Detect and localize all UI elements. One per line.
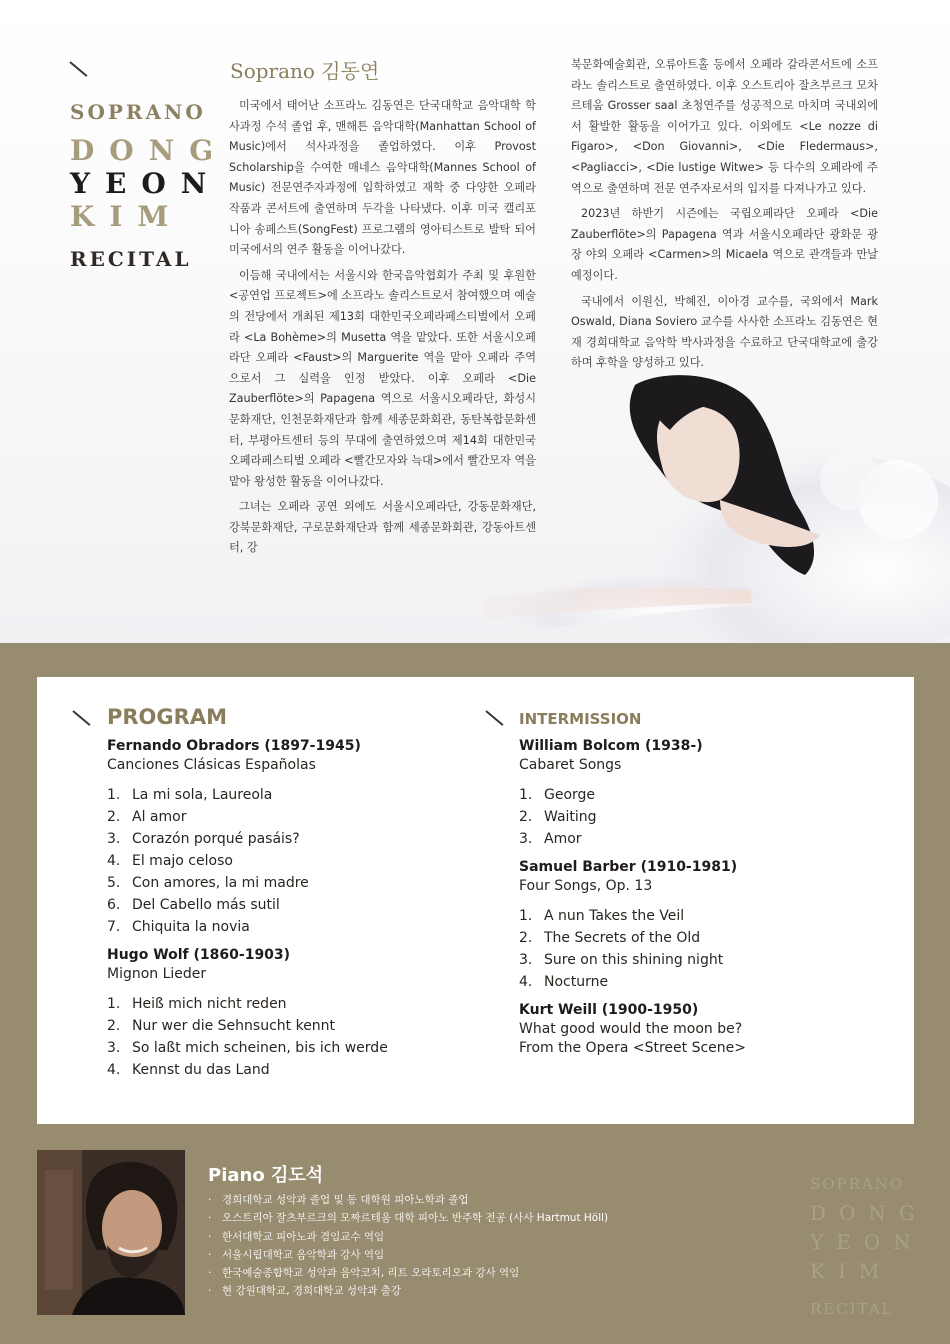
piano-bio-item: · 오스트리아 잘츠부르크의 모짜르테움 대학 피아노 반주학 전공 (사사 Hartmut Höll) <box>208 1209 608 1227</box>
work-title: What good would the moon be? <box>519 1021 743 1037</box>
composer-name: Fernando Obradors (1897-1945) <box>107 738 361 754</box>
song-item: 4. Kennst du das Land <box>107 1062 270 1078</box>
bio-paragraph: 2023년 하반기 시즌에는 국립오페라단 오페라 <Die Zauberflöte>의 Papagena 역과 서울시오페라단 광화문 광장 야외 오페라 <Carmen>의 Micaela 역으로 관객들과 만날 예정이다. <box>571 207 878 282</box>
program-column-left <box>107 737 467 1089</box>
title-dong: DONG <box>70 134 229 167</box>
pianist-photo <box>37 1150 185 1315</box>
piano-bio-list <box>208 1191 608 1301</box>
song-list <box>107 993 467 1081</box>
song-item: 7. Chiquita la novia <box>107 919 250 935</box>
song-list <box>519 784 889 850</box>
song-item: 2. Al amor <box>107 809 187 825</box>
slash-decoration <box>485 710 503 726</box>
slash-decoration <box>72 710 90 726</box>
bottom-section <box>0 643 950 1344</box>
song-item: 2. Nur wer die Sehnsucht kennt <box>107 1018 336 1034</box>
piano-bio-item: · 서울시립대학교 음악학과 강사 역임 <box>208 1246 608 1264</box>
composer-group <box>107 737 467 938</box>
song-item: 5. Con amores, la mi madre <box>107 875 309 891</box>
composer-name: Samuel Barber (1910-1981) <box>519 859 738 875</box>
song-item: 1. La mi sola, Laureola <box>107 787 273 803</box>
piano-bio-item: · 한서대학교 피아노과 겸임교수 역임 <box>208 1228 608 1246</box>
bio-heading: Soprano 김동연 <box>230 59 380 83</box>
song-item: 3. Sure on this shining night <box>519 952 724 968</box>
song-item: 2. The Secrets of the Old <box>519 930 701 946</box>
intermission-title: INTERMISSION <box>519 710 642 728</box>
work-title: Cabaret Songs <box>519 757 622 773</box>
soprano-portrait <box>420 360 950 643</box>
watermark-title <box>810 1175 928 1318</box>
composer-name: Kurt Weill (1900-1950) <box>519 1002 699 1018</box>
song-item: 1. Heiß mich nicht reden <box>107 996 287 1012</box>
work-source: From the Opera <Street Scene> <box>519 1040 747 1056</box>
program-title: PROGRAM <box>107 705 227 729</box>
watermark-recital: RECITAL <box>810 1300 894 1318</box>
watermark-kim: KIM <box>810 1259 893 1283</box>
song-item: 1. George <box>519 787 596 803</box>
watermark-yeon: YEON <box>810 1230 924 1254</box>
watermark-dong: DONG <box>810 1201 928 1225</box>
piano-heading: Piano 김도석 <box>208 1165 324 1186</box>
song-item: 3. Amor <box>519 831 582 847</box>
top-section <box>0 0 950 643</box>
song-item: 2. Waiting <box>519 809 597 825</box>
composer-group <box>107 946 467 1081</box>
title-recital: RECITAL <box>70 247 192 271</box>
title-kim: KIM <box>70 200 184 233</box>
work-title: Four Songs, Op. 13 <box>519 878 653 894</box>
title-block <box>70 100 229 271</box>
song-list <box>107 784 467 938</box>
piano-bio-item: · 현 강원대학교, 경희대학교 성악과 출강 <box>208 1282 608 1300</box>
bio-paragraph: 국내에서 이원신, 박혜진, 이아경 교수를, 국외에서 Mark Oswald, Diana Soviero 교수를 사사한 소프라노 김동연은 현재 경희대학교 음악학 박사과정을 수료하고 단국대학교에 출강하며 후학을 양성하고 있다. <box>571 294 878 370</box>
song-item: 4. El majo celoso <box>107 853 233 869</box>
song-list <box>519 905 889 993</box>
bio-paragraph: 미국에서 태어난 소프라노 김동연은 단국대학교 음악대학 학사과정 수석 졸업 후, 맨해튼 음악대학(Manhattan School of Music)에서 석사과정을 졸업하였다. 이후 Provost Scholarship을 수여한 매네스 음악대학(Mannes School of Music) 전문연주자과정에 입학하였고 재학 중 다양한 오페라 작품과 콘서트에 출연하며 두각을 나타냈다. 이후 미국 캘리포니아 송페스트(SongFest) 프로그램의 영아티스트로 발탁 되어 미국에서의 연주 활동을 이어나갔다. <box>229 99 536 257</box>
title-soprano: SOPRANO <box>70 100 206 124</box>
slash-decoration <box>69 61 87 77</box>
program-card <box>37 677 914 1124</box>
bio-paragraph: 그녀는 오페라 공연 외에도 서울시오페라단, 강동문화재단, 강북문화재단, 구로문화재단과 함께 세종문화회관, 강동아트센터, 강 <box>229 500 536 555</box>
work-title: Mignon Lieder <box>107 966 207 982</box>
bio-paragraph: 북문화예술회관, 오류아트홀 등에서 오페라 갈라콘서트에 소프라노 솔리스트로 출연하였다. 이후 오스트리아 잘츠부르크 모차르테움 Grosser saal 초청연주를 성공적으로 마치며 국내외에서 활발한 활동을 이어가고 있다. 이외에도 <Le nozze di Figaro>, <Don Giovanni>, <Die Fledermaus>, <Pagliacci>, <Die lustige Witwe> 등 다수의 오페라에 주역으로 출연하며 전문 연주자로서의 입지를 다져나가고 있다. <box>571 58 878 195</box>
composer-group <box>519 1001 889 1058</box>
program-column-right <box>519 737 889 1067</box>
watermark-soprano: SOPRANO <box>810 1175 905 1193</box>
bio-paragraph: 이듬해 국내에서는 서울시와 한국음악협회가 주최 및 후원한 <공연업 프로젝트>에 소프라노 솔리스트로서 참여했으며 예술의 전당에서 개최된 제13회 대한민국오페라페스티벌에서 오페라 <La Bohème>의 Musetta 역을 맡았다. 또한 서울시오페라단 오페라 <Faust>의 Marguerite 역을 맡아 오페라 주역으로서 그 실력을 인정 받았다. 이후 오페라 <Die Zauberflöte>의 Papagena 역으로 서울시오페라단, 화성시문화재단, 인천문화재단과 함께 세종문화회관, 동탄복합문화센터, 부평아트센터 등의 무대에 출연하였으며 제14회 대한민국오페라페스티벌 오페라 <빨간모자와 늑대>에서 빨간모자 역을 맡아 왕성한 활동을 이어나갔다. <box>229 268 536 488</box>
composer-group <box>519 858 889 993</box>
song-item: 4. Nocturne <box>519 974 609 990</box>
song-item: 1. A nun Takes the Veil <box>519 908 685 924</box>
song-item: 3. Corazón porqué pasáis? <box>107 831 300 847</box>
work-title: Canciones Clásicas Españolas <box>107 757 316 773</box>
composer-name: William Bolcom (1938-) <box>519 738 703 754</box>
composer-name: Hugo Wolf (1860-1903) <box>107 947 291 963</box>
bio-column-right <box>571 55 878 379</box>
piano-bio-item: · 경희대학교 성악과 졸업 및 동 대학원 피아노학과 졸업 <box>208 1191 608 1209</box>
song-item: 3. So laßt mich scheinen, bis ich werde <box>107 1040 388 1056</box>
piano-bio-item: · 한국예술종합학교 성악과 음악코치, 리트 오라토리오과 강사 역임 <box>208 1264 608 1282</box>
title-yeon: YEON <box>70 167 222 200</box>
song-item: 6. Del Cabello más sutil <box>107 897 280 913</box>
composer-group <box>519 737 889 850</box>
